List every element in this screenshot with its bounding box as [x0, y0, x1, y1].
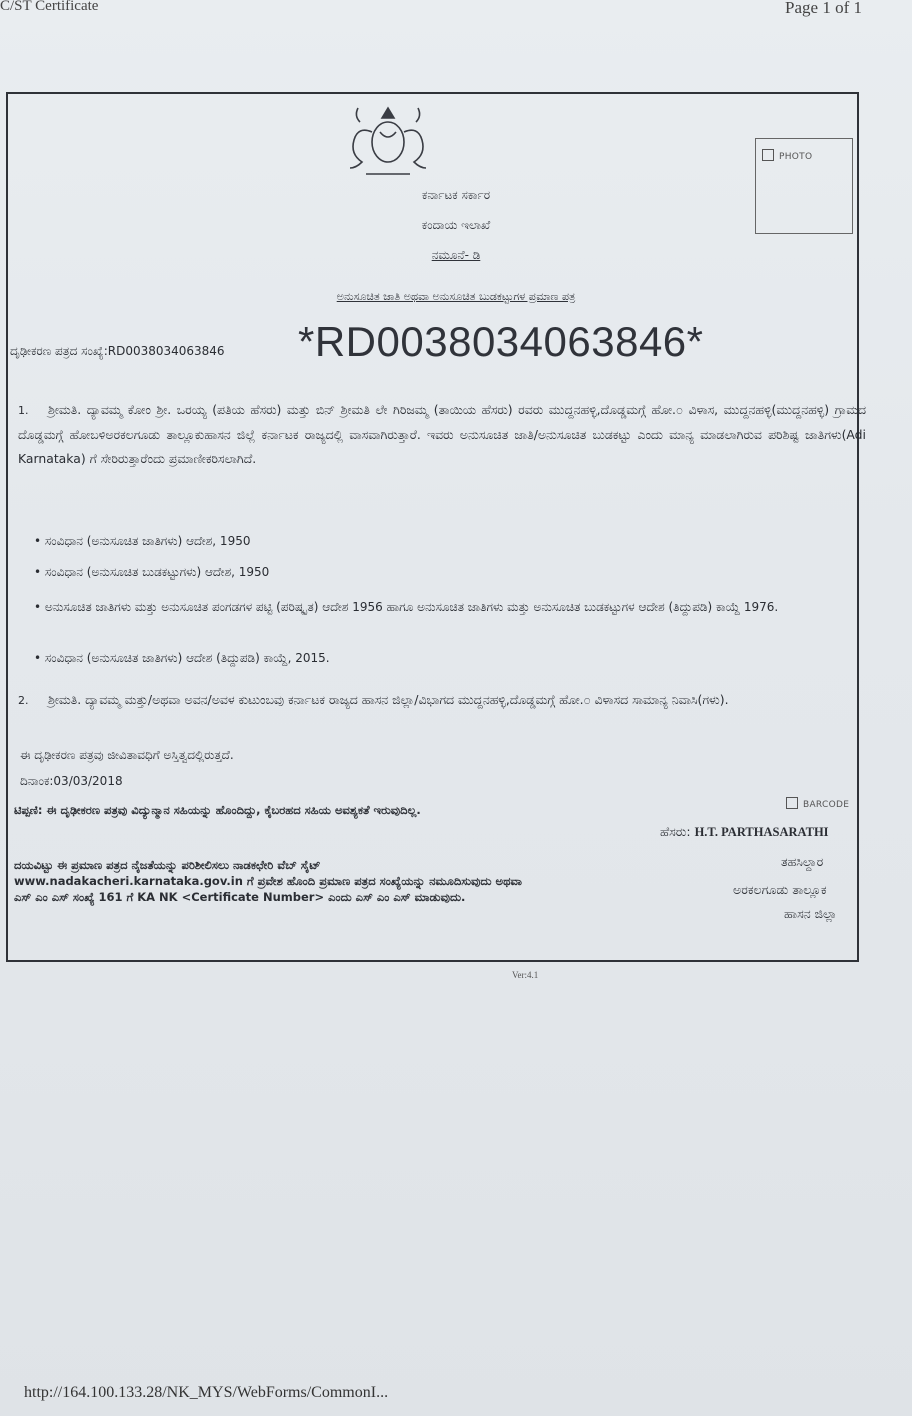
paragraph-1 — [18, 398, 866, 471]
certificate-number-barcode-text: *RD0038034063846* — [298, 318, 704, 365]
certificate-number-label: ದೃಢೀಕರಣ ಪತ್ರದ ಸಂಖ್ಯೆ:RD0038034063846 — [10, 344, 225, 358]
paragraph-2 — [18, 688, 866, 713]
barcode-icon — [786, 797, 798, 809]
signatory — [660, 824, 829, 840]
paragraph-2-text: ಶ್ರೀಮತಿ. ದ್ಯಾವಮ್ಮ ಮತ್ತು/ಅಥವಾ ಅವನ/ಅವಳ ಕುಟುಂಬವು ಕರ್ನಾಟಕ ರಾಜ್ಯದ ಹಾಸನ ಜಿಲ್ಲಾ/ವಿಭಾಗದ ಮುದ್ದನಹಳ್ಳಿ,ದೊಡ್ಡಮಗ್ಗೆ ಹೋ.೦ ವಿಳಾಸದ ಸಾಮಾನ್ಯ ನಿವಾಸಿ(ಗಳು). — [48, 692, 729, 707]
version-label: Ver:4.1 — [512, 970, 539, 980]
page-number: Page 1 of 1 — [785, 0, 862, 17]
paragraph-1-number: 1. — [18, 404, 29, 417]
paragraph-1-text: ಶ್ರೀಮತಿ. ದ್ಯಾವಮ್ಮ ಕೋಂ ಶ್ರೀ. ಒರಯ್ಯ (ಪತಿಯ ಹೆಸರು) ಮತ್ತು ಬಿನ್ ಶ್ರೀಮತಿ ಲೇ ಗಿರಿಜಮ್ಮ (ತಾಯಿಯ ಹೆಸರು) ರವರು ಮುದ್ದನಹಳ್ಳಿ,ದೊಡ್ಡಮಗ್ಗೆ ಹೋ.೦ ವಿಳಾಸ, ಮುದ್ದನಹಳ್ಳಿ(ಮುದ್ದನಹಳ್ಳಿ) ಗ್ರಾಮದ ದೊಡ್ಡಮಗ್ಗೆ ಹೋಬಳಿಅರಕಲಗೂಡು ತಾಲ್ಲೂಕುಹಾಸನ ಜಿಲ್ಲೆ ಕರ್ನಾಟಕ ರಾಜ್ಯದಲ್ಲಿ ವಾಸವಾಗಿರುತ್ತಾರೆ. ಇವರು ಅನುಸೂಚಿತ ಜಾತಿ/ಅನುಸೂಚಿತ ಬುಡಕಟ್ಟು ಎಂದು ಮಾನ್ಯ ಮಾಡಲಾಗಿರುವ ಪರಿಶಿಷ್ಟ ಜಾತಿಗಳು(Adi Karnataka) ಗೆ ಸೇರಿರುತ್ತಾರೆಂದು ಪ್ರಮಾಣೀಕರಿಸಲಾಗಿದೆ. — [18, 402, 866, 466]
validity-statement: ಈ ದೃಢೀಕರಣ ಪತ್ರವು ಜೀವಿತಾವಧಿಗೆ ಅಸ್ತಿತ್ವದಲ್ಲಿರುತ್ತದೆ. — [20, 748, 234, 762]
signatory-label: ಹೆಸರು: — [660, 824, 695, 839]
certificate-title: ಅನುಸೂಚಿತ ಜಾತಿ ಅಥವಾ ಅನುಸೂಚಿತ ಬುಡಕಟ್ಟುಗಳ ಪ್ರಮಾಣ ಪತ್ರ — [336, 290, 576, 303]
document-header-title: C/ST Certificate — [0, 0, 99, 14]
list-item: • ಸಂವಿಧಾನ (ಅನುಸೂಚಿತ ಬುಡಕಟ್ಟುಗಳು) ಆದೇಶ, 1950 — [34, 565, 270, 579]
list-item: • ಅನುಸೂಚಿತ ಜಾತಿಗಳು ಮತ್ತು ಅನುಸೂಚಿತ ಪಂಗಡಗಳ ಪಟ್ಟಿ (ಪರಿಷ್ಕೃತ) ಆದೇಶ 1956 ಹಾಗೂ ಅನುಸೂಚಿತ ಜಾತಿಗಳು ಮತ್ತು ಅನುಸೂಚಿತ ಬುಡಕಟ್ಟುಗಳ ಆದೇಶ (ತಿದ್ದುಪಡಿ) ಕಾಯ್ದೆ 1976. — [34, 600, 779, 614]
state-emblem-icon — [340, 102, 436, 182]
footer-url: http://164.100.133.28/NK_MYS/WebForms/CommonI... — [24, 1384, 389, 1401]
paragraph-2-number: 2. — [18, 694, 29, 707]
form-label: ನಮೂನೆ- ಡಿ — [431, 248, 481, 262]
signatory-district: ಹಾಸನ ಜಿಲ್ಲಾ — [784, 906, 838, 921]
government-name: ಕರ್ನಾಟಕ ಸರ್ಕಾರ — [421, 188, 491, 202]
note-verification: ದಯವಿಟ್ಟು ಈ ಪ್ರಮಾಣ ಪತ್ರದ ನೈಜತೆಯನ್ನು ಪರಿಶೀಲಿಸಲು ನಾಡಕಛೇರಿ ವೆಬ್ ಸೈಟ್ www.nadakacheri.karnataka.gov.in ಗೆ ಪ್ರವೇಶ ಹೊಂದಿ ಪ್ರಮಾಣ ಪತ್ರದ ಸಂಖ್ಯೆಯನ್ನು ನಮೂದಿಸುವುದು ಅಥವಾ ಎಸ್ ಎಂ ಎಸ್ ಸಂಖ್ಯೆ 161 ಗೆ KA NK <Certificate Number> ಎಂದು ಎಸ್ ಎಂ ಎಸ್ ಮಾಡುವುದು. — [14, 858, 522, 904]
issue-date: ದಿನಾಂಕ:03/03/2018 — [20, 774, 123, 788]
barcode-tag — [786, 797, 849, 810]
image-placeholder-icon — [762, 149, 774, 161]
barcode-label: BARCODE — [803, 800, 850, 810]
signatory-name: H.T. PARTHASARATHI — [694, 825, 829, 839]
signatory-designation: ತಹಸಿಲ್ದಾರ — [781, 854, 824, 869]
photo-tag — [762, 149, 812, 162]
department-name: ಕಂದಾಯ ಇಲಾಖೆ — [421, 218, 491, 232]
list-item: • ಸಂವಿಧಾನ (ಅನುಸೂಚಿತ ಜಾತಿಗಳು) ಆದೇಶ, 1950 — [34, 534, 251, 548]
list-item: • ಸಂವಿಧಾನ (ಅನುಸೂಚಿತ ಜಾತಿಗಳು) ಆದೇಶ (ತಿದ್ದುಪಡಿ) ಕಾಯ್ದೆ, 2015. — [34, 651, 330, 665]
signatory-taluk: ಅರಕಲಗೂಡು ತಾಲ್ಲೂಕ — [733, 882, 827, 897]
note-digital-signature: ಟಿಪ್ಪಣಿ: ಈ ದೃಢೀಕರಣ ಪತ್ರವು ವಿದ್ಯುನ್ಮಾನ ಸಹಿಯನ್ನು ಹೊಂದಿದ್ದು, ಕೈಬರಹದ ಸಹಿಯ ಅವಶ್ಯಕತೆ ಇರುವುದಿಲ್ಲ. — [14, 803, 421, 817]
photo-box — [755, 138, 853, 234]
photo-label: PHOTO — [779, 152, 813, 162]
